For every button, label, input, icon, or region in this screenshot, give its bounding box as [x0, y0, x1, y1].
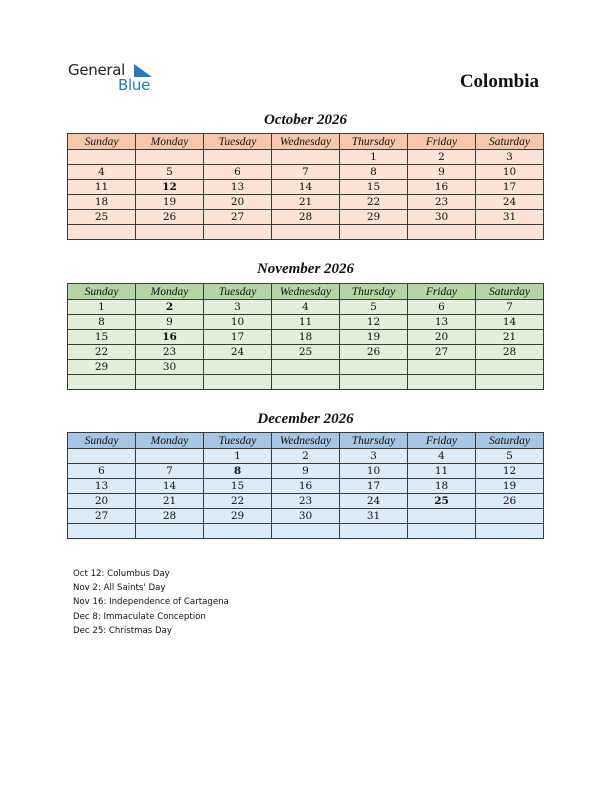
day-cell: 18	[408, 479, 476, 494]
weekday-header: Thursday	[340, 433, 408, 449]
day-cell: 25	[408, 494, 476, 509]
day-cell: 28	[476, 345, 544, 360]
day-cell	[204, 150, 272, 165]
week-row	[68, 449, 544, 464]
day-cell: 12	[476, 464, 544, 479]
day-cell	[408, 360, 476, 375]
day-cell: 19	[476, 479, 544, 494]
day-cell: 24	[204, 345, 272, 360]
day-cell	[476, 360, 544, 375]
day-cell: 17	[204, 330, 272, 345]
day-cell: 29	[68, 360, 136, 375]
weekday-header: Wednesday	[272, 433, 340, 449]
weekday-header: Monday	[136, 134, 204, 150]
weekday-header: Wednesday	[272, 134, 340, 150]
calendar-month	[67, 283, 544, 390]
day-cell	[136, 524, 204, 539]
day-cell: 18	[272, 330, 340, 345]
week-row	[68, 345, 544, 360]
country-title: Colombia	[459, 71, 539, 92]
day-cell	[340, 360, 408, 375]
day-cell: 1	[68, 300, 136, 315]
day-cell	[136, 150, 204, 165]
week-row	[68, 315, 544, 330]
day-cell	[204, 524, 272, 539]
day-cell	[476, 225, 544, 240]
weekday-header: Sunday	[68, 134, 136, 150]
holiday-notes	[73, 567, 229, 638]
week-row	[68, 360, 544, 375]
week-row	[68, 464, 544, 479]
week-row	[68, 210, 544, 225]
week-row	[68, 195, 544, 210]
day-cell	[476, 509, 544, 524]
day-cell: 30	[408, 210, 476, 225]
holiday-note: Nov 16: Independence of Cartagena	[73, 597, 229, 608]
day-cell: 21	[136, 494, 204, 509]
day-cell: 31	[476, 210, 544, 225]
weekday-header: Sunday	[68, 433, 136, 449]
day-cell: 6	[204, 165, 272, 180]
day-cell	[408, 225, 476, 240]
day-cell: 11	[408, 464, 476, 479]
day-cell	[68, 150, 136, 165]
week-row	[68, 375, 544, 390]
day-cell	[340, 225, 408, 240]
day-cell: 2	[272, 449, 340, 464]
day-cell: 29	[340, 210, 408, 225]
day-cell: 26	[136, 210, 204, 225]
week-row	[68, 300, 544, 315]
day-cell: 25	[272, 345, 340, 360]
weekday-header: Monday	[136, 284, 204, 300]
weekday-header: Saturday	[476, 284, 544, 300]
day-cell: 22	[340, 195, 408, 210]
day-cell: 9	[136, 315, 204, 330]
day-cell: 4	[68, 165, 136, 180]
day-cell	[476, 524, 544, 539]
weekday-header: Friday	[408, 433, 476, 449]
day-cell: 10	[204, 315, 272, 330]
day-cell	[204, 375, 272, 390]
day-cell: 3	[340, 449, 408, 464]
weekday-header: Friday	[408, 284, 476, 300]
day-cell: 16	[408, 180, 476, 195]
weekday-header: Sunday	[68, 284, 136, 300]
day-cell: 27	[408, 345, 476, 360]
day-cell	[68, 375, 136, 390]
day-cell: 17	[340, 479, 408, 494]
day-cell: 8	[68, 315, 136, 330]
week-row	[68, 180, 544, 195]
day-cell: 19	[340, 330, 408, 345]
weekday-header: Monday	[136, 433, 204, 449]
day-cell: 31	[340, 509, 408, 524]
day-cell: 13	[68, 479, 136, 494]
day-cell	[272, 524, 340, 539]
month-title: October 2026	[264, 112, 347, 128]
weekday-header: Tuesday	[204, 433, 272, 449]
day-cell	[408, 524, 476, 539]
day-cell	[272, 225, 340, 240]
day-cell: 23	[408, 195, 476, 210]
day-cell	[476, 375, 544, 390]
day-cell	[408, 375, 476, 390]
day-cell: 30	[136, 360, 204, 375]
day-cell	[272, 360, 340, 375]
week-row	[68, 494, 544, 509]
weekday-header: Wednesday	[272, 284, 340, 300]
weekday-header: Thursday	[340, 134, 408, 150]
day-cell: 25	[68, 210, 136, 225]
holiday-note: Dec 25: Christmas Day	[73, 625, 172, 636]
day-cell: 20	[204, 195, 272, 210]
day-cell: 2	[408, 150, 476, 165]
day-cell	[204, 225, 272, 240]
weekday-header: Thursday	[340, 284, 408, 300]
day-cell: 1	[340, 150, 408, 165]
week-row	[68, 225, 544, 240]
day-cell: 12	[136, 180, 204, 195]
day-cell: 3	[476, 150, 544, 165]
day-cell: 13	[408, 315, 476, 330]
month-title: December 2026	[257, 411, 354, 427]
day-cell	[340, 524, 408, 539]
day-cell: 6	[408, 300, 476, 315]
day-cell: 22	[204, 494, 272, 509]
day-cell: 9	[272, 464, 340, 479]
day-cell: 27	[204, 210, 272, 225]
day-cell: 5	[340, 300, 408, 315]
day-cell: 7	[136, 464, 204, 479]
day-cell: 18	[68, 195, 136, 210]
day-cell: 7	[476, 300, 544, 315]
generalblue-logo	[68, 61, 158, 97]
day-cell	[272, 375, 340, 390]
day-cell: 10	[476, 165, 544, 180]
week-row	[68, 330, 544, 345]
day-cell: 28	[272, 210, 340, 225]
weekday-header: Tuesday	[204, 284, 272, 300]
day-cell	[136, 225, 204, 240]
day-cell: 15	[204, 479, 272, 494]
month-title: November 2026	[256, 261, 355, 277]
week-row	[68, 509, 544, 524]
day-cell	[408, 509, 476, 524]
day-cell: 20	[68, 494, 136, 509]
day-cell: 9	[408, 165, 476, 180]
day-cell: 30	[272, 509, 340, 524]
day-cell	[136, 375, 204, 390]
day-cell	[136, 449, 204, 464]
day-cell: 24	[476, 195, 544, 210]
day-cell: 4	[408, 449, 476, 464]
day-cell: 21	[272, 195, 340, 210]
calendar-month	[67, 133, 544, 240]
weekday-header: Tuesday	[204, 134, 272, 150]
day-cell	[68, 225, 136, 240]
day-cell: 20	[408, 330, 476, 345]
day-cell: 15	[68, 330, 136, 345]
day-cell: 6	[68, 464, 136, 479]
day-cell: 17	[476, 180, 544, 195]
day-cell: 1	[204, 449, 272, 464]
day-cell: 12	[340, 315, 408, 330]
holiday-note: Nov 2: All Saints' Day	[73, 583, 166, 594]
day-cell: 5	[476, 449, 544, 464]
day-cell: 13	[204, 180, 272, 195]
day-cell: 14	[476, 315, 544, 330]
day-cell: 15	[340, 180, 408, 195]
day-cell: 8	[204, 464, 272, 479]
weekday-header: Saturday	[476, 433, 544, 449]
day-cell	[204, 360, 272, 375]
logo-text-blue: Blue	[118, 76, 150, 94]
day-cell: 5	[136, 165, 204, 180]
weekday-header: Friday	[408, 134, 476, 150]
day-cell: 23	[272, 494, 340, 509]
holiday-note: Dec 8: Immaculate Conception	[73, 611, 206, 622]
day-cell: 14	[136, 479, 204, 494]
day-cell: 24	[340, 494, 408, 509]
day-cell: 23	[136, 345, 204, 360]
weekday-header: Saturday	[476, 134, 544, 150]
day-cell	[68, 449, 136, 464]
day-cell: 19	[136, 195, 204, 210]
day-cell: 8	[340, 165, 408, 180]
day-cell: 14	[272, 180, 340, 195]
day-cell: 28	[136, 509, 204, 524]
day-cell: 2	[136, 300, 204, 315]
week-row	[68, 165, 544, 180]
logo-text-general: General	[68, 61, 126, 79]
day-cell: 26	[476, 494, 544, 509]
holiday-note: Oct 12: Columbus Day	[73, 569, 170, 579]
day-cell: 16	[136, 330, 204, 345]
day-cell: 22	[68, 345, 136, 360]
day-cell: 29	[204, 509, 272, 524]
day-cell	[272, 150, 340, 165]
day-cell: 27	[68, 509, 136, 524]
day-cell: 26	[340, 345, 408, 360]
day-cell: 16	[272, 479, 340, 494]
day-cell: 7	[272, 165, 340, 180]
day-cell: 4	[272, 300, 340, 315]
day-cell	[68, 524, 136, 539]
calendar-month	[67, 432, 544, 539]
day-cell: 3	[204, 300, 272, 315]
week-row	[68, 524, 544, 539]
day-cell: 10	[340, 464, 408, 479]
day-cell: 21	[476, 330, 544, 345]
day-cell: 11	[272, 315, 340, 330]
week-row	[68, 150, 544, 165]
day-cell	[340, 375, 408, 390]
week-row	[68, 479, 544, 494]
day-cell: 11	[68, 180, 136, 195]
